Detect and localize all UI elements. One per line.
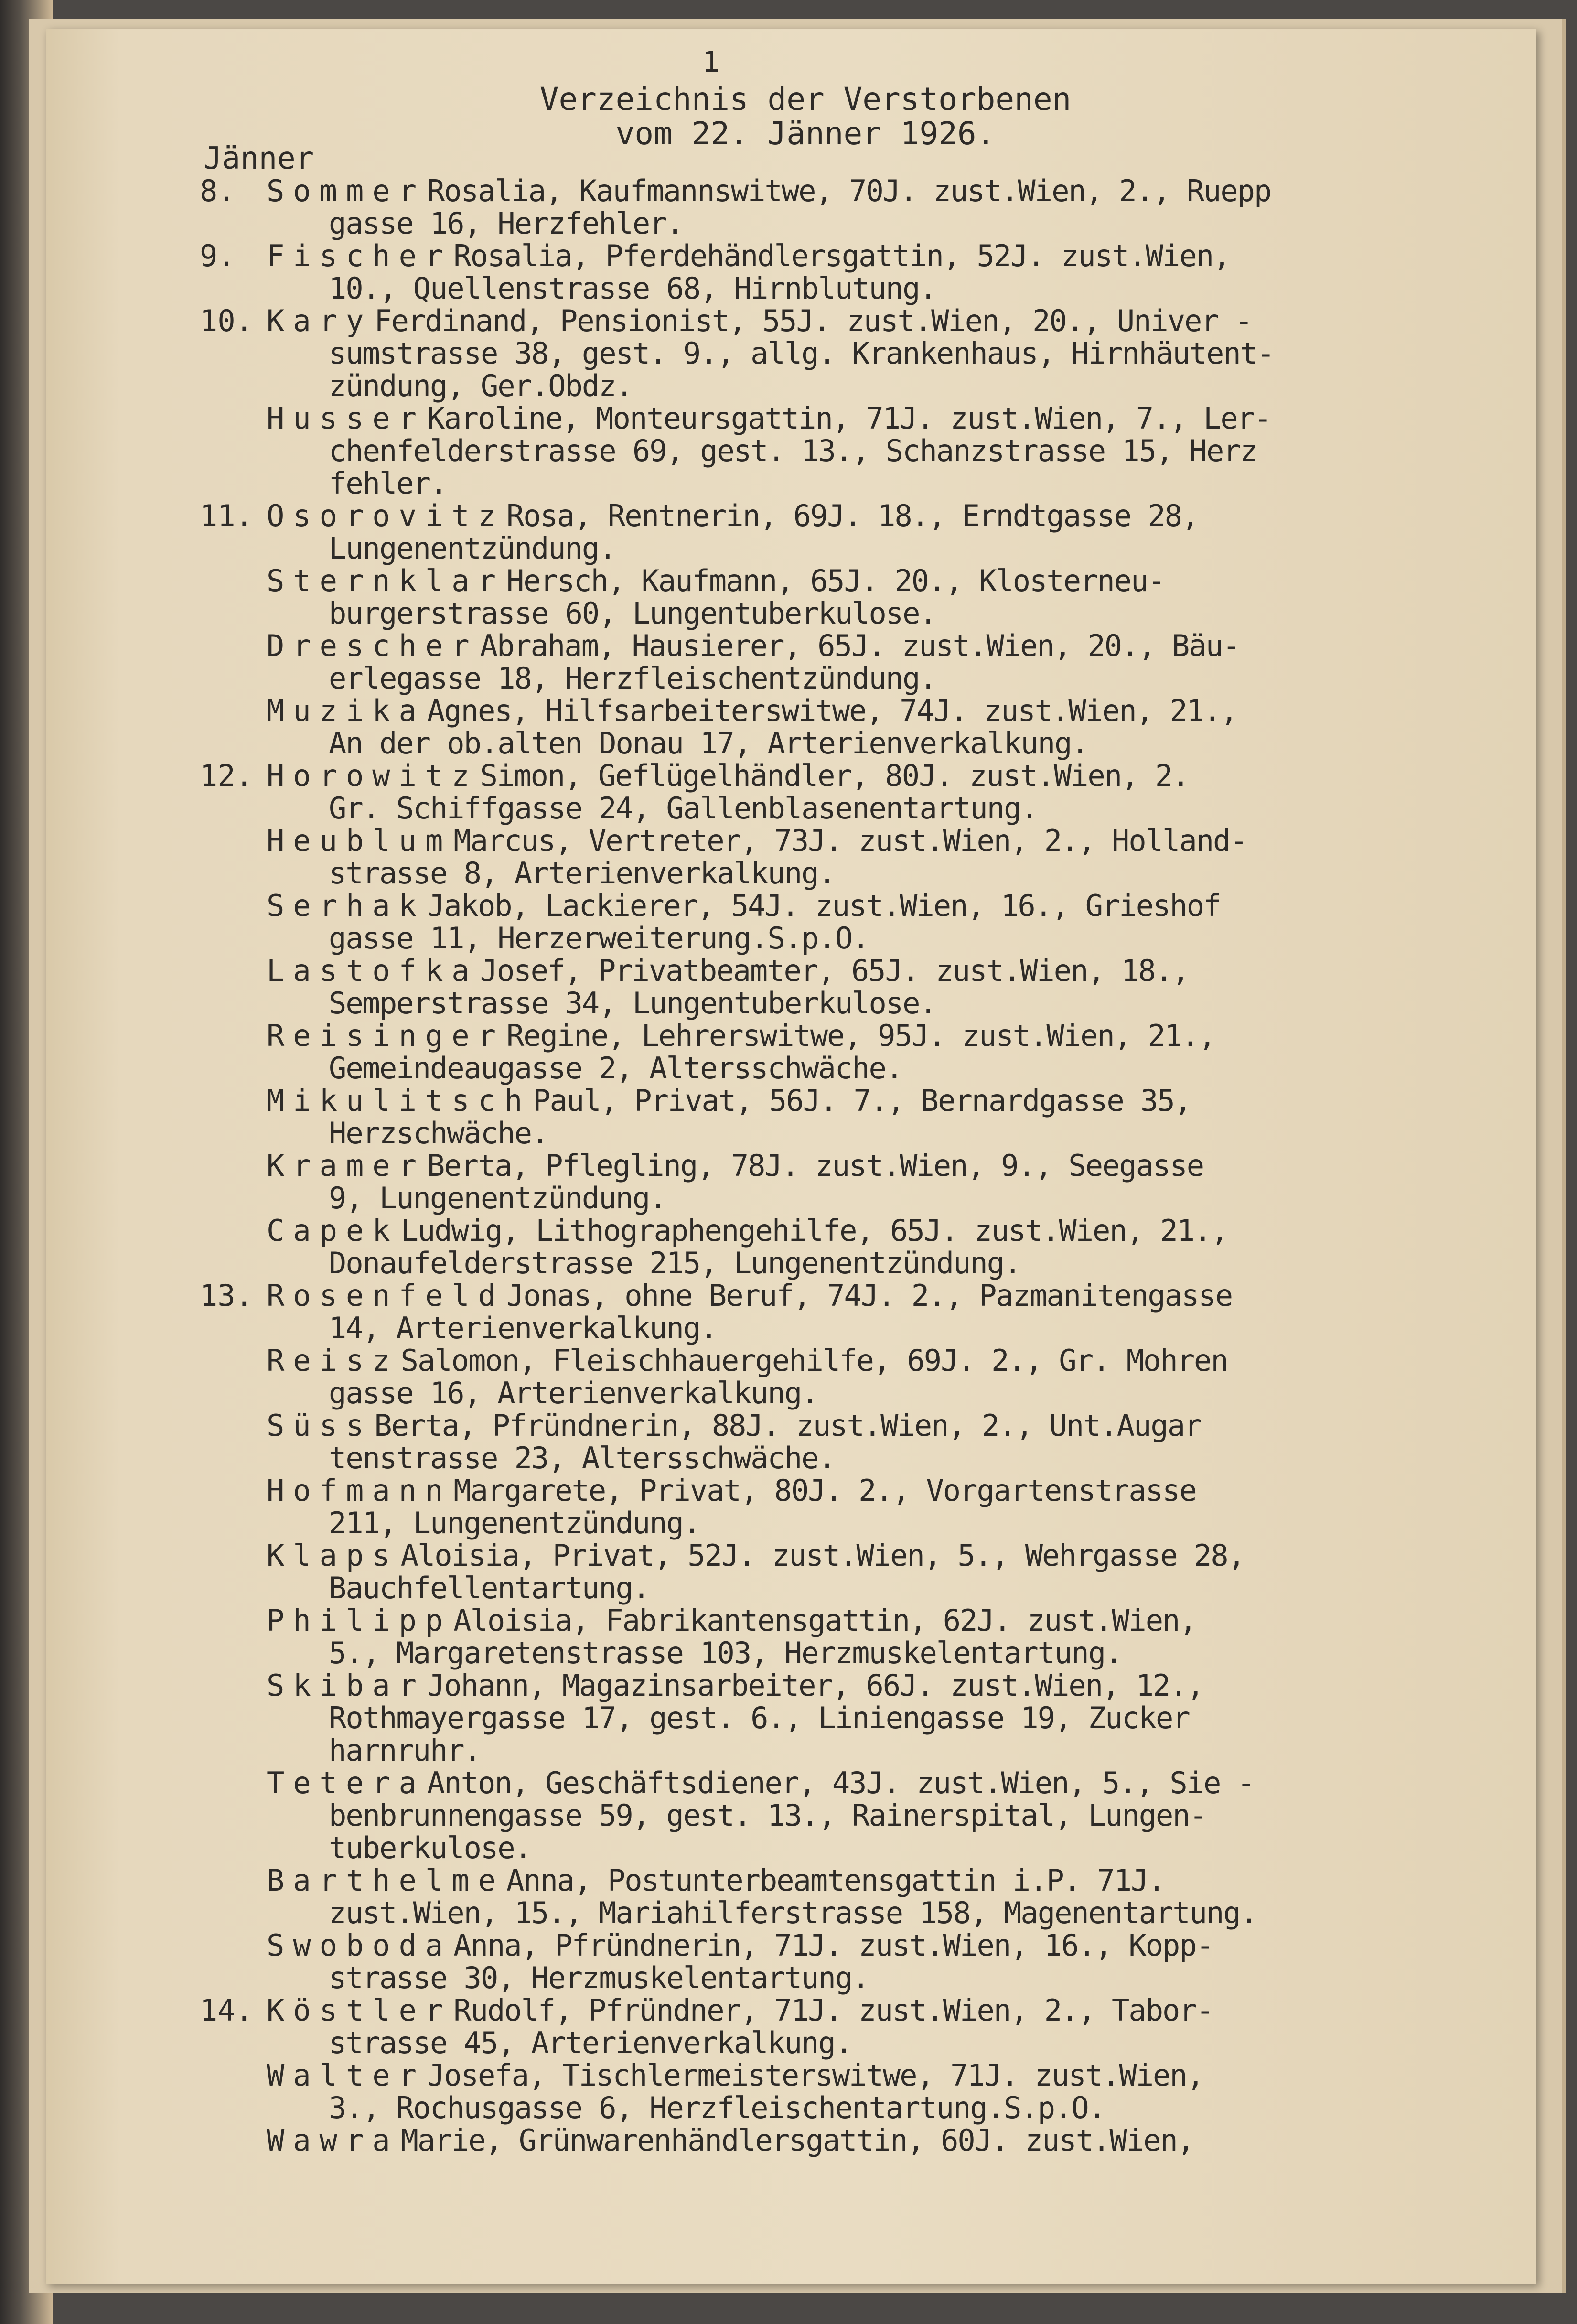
entry-surname: Wawra — [267, 2123, 399, 2158]
title-line-2: vom 22. Jänner 1926. — [615, 115, 996, 152]
entry-text: Aloisia, Privat, 52J. zust.Wien, 5., Wehrgasse 28, — [400, 1538, 1244, 1573]
entry-first-line — [200, 1669, 1518, 1702]
entry-text: Gemeindeaugasse 2, Altersschwäche. — [329, 1051, 903, 1086]
register-entry — [200, 240, 1518, 305]
entry-text: Semperstrasse 34, Lungentuberkulose. — [329, 986, 936, 1021]
register-entry — [200, 565, 1518, 630]
register-entry — [200, 1345, 1518, 1409]
entry-continuation-line — [200, 857, 1518, 890]
entry-text: erlegasse 18, Herzfleischentzündung. — [329, 661, 936, 696]
register-entry — [200, 1280, 1518, 1345]
entry-continuation-line — [200, 272, 1518, 305]
entry-text: Aloisia, Fabrikantensgattin, 62J. zust.Wien, — [453, 1603, 1196, 1638]
entry-surname: Heublum — [267, 823, 452, 858]
register-entry — [200, 1864, 1518, 1929]
entry-continuation-line — [200, 1637, 1518, 1669]
register-entry — [200, 1929, 1518, 1994]
entry-continuation-line — [200, 922, 1518, 955]
entry-continuation-line — [200, 1799, 1518, 1832]
entry-text: Donaufelderstrasse 215, Lungenentzündung. — [329, 1246, 1021, 1280]
entry-text: Lungenentzündung. — [329, 531, 616, 566]
entry-text: tuberkulose. — [329, 1830, 531, 1865]
entry-first-line — [200, 1864, 1518, 1897]
entry-text: benbrunnengasse 59, gest. 13., Rainerspital, Lungen- — [329, 1798, 1207, 1833]
entry-surname: Mikulitsch — [267, 1083, 531, 1118]
entry-surname: Barthelme — [267, 1863, 504, 1898]
entry-text: Marie, Grünwarenhändlersgattin, 60J. zust.Wien, — [400, 2123, 1194, 2158]
page-number: 1 — [702, 45, 720, 79]
entry-text: gasse 16, Herzfehler. — [329, 206, 683, 241]
entry-text: Bauchfellentartung. — [329, 1571, 650, 1605]
entry-text: Johann, Magazinsarbeiter, 66J. zust.Wien, 12., — [427, 1668, 1204, 1703]
entry-continuation-line — [200, 207, 1518, 240]
entry-text: tenstrasse 23, Altersschwäche. — [329, 1441, 835, 1475]
entry-first-line — [200, 2059, 1518, 2092]
entry-text: Rudolf, Pfründner, 71J. zust.Wien, 2., Tabor- — [453, 1993, 1213, 2028]
entry-surname: Kramer — [267, 1148, 425, 1183]
entry-first-line — [200, 1604, 1518, 1637]
entry-continuation-line — [200, 467, 1518, 500]
entry-continuation-line — [200, 1312, 1518, 1345]
entry-text: 9, Lungenentzündung. — [329, 1181, 666, 1216]
entry-surname: Capek — [267, 1213, 399, 1248]
entry-text: 14, Arterienverkalkung. — [329, 1311, 717, 1345]
entry-day: 14. — [200, 1993, 253, 2028]
entry-text: Anna, Pfründnerin, 71J. zust.Wien, 16., Kopp- — [453, 1928, 1213, 1963]
register-entry — [200, 2059, 1518, 2124]
entry-surname: Muzika — [267, 693, 425, 728]
entry-continuation-line — [200, 370, 1518, 402]
entry-surname: Klaps — [267, 1538, 399, 1573]
entry-surname: Sternklar — [267, 563, 504, 598]
entry-text: Simon, Geflügelhändler, 80J. zust.Wien, 2. — [480, 758, 1189, 793]
register-entry — [200, 2124, 1518, 2157]
entry-text: Ludwig, Lithographengehilfe, 65J. zust.Wien, 21., — [400, 1213, 1228, 1248]
entry-text: sumstrasse 38, gest. 9., allg. Krankenhaus, Hirnhäutent- — [329, 336, 1274, 371]
register-entry — [200, 305, 1518, 402]
entry-surname: Horowitz — [267, 758, 478, 793]
entry-first-line — [200, 1539, 1518, 1572]
entry-continuation-line — [200, 1507, 1518, 1539]
entry-surname: Lastofka — [267, 953, 478, 988]
entry-surname: Drescher — [267, 628, 478, 663]
register-entry — [200, 955, 1518, 1020]
entry-surname: Philipp — [267, 1603, 452, 1638]
entry-text: Marcus, Vertreter, 73J. zust.Wien, 2., Holland- — [453, 823, 1247, 858]
entry-text: Berta, Pfründnerin, 88J. zust.Wien, 2., Unt.Augar — [374, 1408, 1202, 1443]
entry-text: Gr. Schiffgasse 24, Gallenblasenentartung. — [329, 791, 1038, 826]
register-entry — [200, 825, 1518, 890]
entry-surname: Osorovitz — [267, 498, 504, 533]
entry-text: Rosalia, Pferdehändlersgattin, 52J. zust.Wien, — [453, 238, 1230, 273]
entry-first-line — [200, 1215, 1518, 1247]
entry-first-line — [200, 630, 1518, 662]
entry-text: Paul, Privat, 56J. 7., Bernardgasse 35, — [533, 1083, 1191, 1118]
entry-continuation-line — [200, 727, 1518, 760]
entry-first-line — [200, 565, 1518, 597]
entry-text: Rosalia, Kaufmannswitwe, 70J. zust.Wien, 2., Ruepp — [427, 173, 1271, 208]
entry-surname: Hofmann — [267, 1473, 452, 1508]
entry-first-line — [200, 175, 1518, 207]
entry-continuation-line — [200, 987, 1518, 1020]
entry-surname: Walter — [267, 2058, 425, 2093]
entry-first-line — [200, 1280, 1518, 1312]
entry-continuation-line — [200, 1702, 1518, 1734]
register-entry — [200, 402, 1518, 500]
entry-first-line — [200, 1345, 1518, 1377]
entry-surname: Husser — [267, 401, 425, 436]
month-heading: Jänner — [204, 141, 314, 176]
entry-continuation-line — [200, 2092, 1518, 2124]
entry-text: 211, Lungenentzündung. — [329, 1506, 700, 1540]
register-entry — [200, 1409, 1518, 1474]
register-entry — [200, 1085, 1518, 1150]
entry-text: Abraham, Hausierer, 65J. zust.Wien, 20., Bäu- — [480, 628, 1240, 663]
entry-text: Karoline, Monteursgattin, 71J. zust.Wien, 7., Ler- — [427, 401, 1271, 436]
entry-day: 9. — [200, 238, 236, 273]
entry-first-line — [200, 1085, 1518, 1117]
entry-text: Ferdinand, Pensionist, 55J. zust.Wien, 20., Univer - — [374, 303, 1252, 338]
entry-text: harnruhr. — [329, 1733, 481, 1768]
entry-text: Herzschwäche. — [329, 1116, 548, 1151]
entry-text: 3., Rochusgasse 6, Herzfleischentartung.S.p.O. — [329, 2090, 1105, 2125]
entry-text: strasse 30, Herzmuskelentartung. — [329, 1960, 869, 1995]
entry-first-line — [200, 240, 1518, 272]
entry-day: 13. — [200, 1278, 253, 1313]
entry-continuation-line — [200, 435, 1518, 467]
title-line-1: Verzeichnis der Verstorbenen — [539, 81, 1072, 118]
entry-text: zündung, Ger.Obdz. — [329, 368, 633, 403]
entry-text: burgerstrasse 60, Lungentuberkulose. — [329, 596, 936, 631]
entry-text: Josef, Privatbeamter, 65J. zust.Wien, 18., — [480, 953, 1189, 988]
entry-day: 8. — [200, 173, 236, 208]
entry-continuation-line — [200, 1247, 1518, 1280]
entry-continuation-line — [200, 532, 1518, 565]
register-entry — [200, 1215, 1518, 1280]
entry-text: Rosa, Rentnerin, 69J. 18., Erndtgasse 28, — [506, 498, 1199, 533]
entry-continuation-line — [200, 662, 1518, 695]
entry-first-line — [200, 955, 1518, 987]
entry-continuation-line — [200, 1832, 1518, 1864]
entry-first-line — [200, 1409, 1518, 1442]
entry-text: Anna, Postunterbeamtensgattin i.P. 71J. — [506, 1863, 1165, 1898]
entry-first-line — [200, 1767, 1518, 1799]
entry-text: Josefa, Tischlermeisterswitwe, 71J. zust.Wien, — [427, 2058, 1204, 2093]
entry-surname: Rosenfeld — [267, 1278, 504, 1313]
register-entry — [200, 1020, 1518, 1085]
document-title — [476, 82, 1135, 151]
entry-surname: Kary — [267, 303, 373, 338]
entry-surname: Swoboda — [267, 1928, 452, 1963]
entry-text: gasse 11, Herzerweiterung.S.p.O. — [329, 921, 869, 956]
entry-text: Jakob, Lackierer, 54J. zust.Wien, 16., Grieshof — [427, 888, 1221, 923]
entry-first-line — [200, 890, 1518, 922]
entry-text: Margarete, Privat, 80J. 2., Vorgartenstrasse — [453, 1473, 1196, 1508]
entry-text: An der ob.alten Donau 17, Arterienverkalkung. — [329, 726, 1088, 761]
entry-first-line — [200, 695, 1518, 727]
register-entry — [200, 760, 1518, 825]
entry-surname: Fischer — [267, 238, 452, 273]
entry-surname: Tetera — [267, 1765, 425, 1800]
entry-text: gasse 16, Arterienverkalkung. — [329, 1376, 818, 1410]
entry-first-line — [200, 1994, 1518, 2027]
entry-text: zust.Wien, 15., Mariahilferstrasse 158, Magenentartung. — [329, 1895, 1257, 1930]
entry-first-line — [200, 760, 1518, 792]
entry-surname: Reisinger — [267, 1018, 504, 1053]
entry-first-line — [200, 1474, 1518, 1507]
entry-first-line — [200, 1929, 1518, 1962]
entry-text: Jonas, ohne Beruf, 74J. 2., Pazmanitengasse — [506, 1278, 1233, 1313]
entry-continuation-line — [200, 597, 1518, 630]
entry-surname: Skibar — [267, 1668, 425, 1703]
entry-day: 10. — [200, 303, 253, 338]
entry-continuation-line — [200, 1442, 1518, 1474]
entry-first-line — [200, 1150, 1518, 1182]
entry-surname: Süss — [267, 1408, 373, 1443]
entry-continuation-line — [200, 1377, 1518, 1409]
entry-text: Rothmayergasse 17, gest. 6., Liniengasse 19, Zucker — [329, 1700, 1190, 1735]
entry-surname: Sommer — [267, 173, 425, 208]
register-entry — [200, 695, 1518, 760]
entry-continuation-line — [200, 1572, 1518, 1604]
register-entry — [200, 1474, 1518, 1539]
register-entry — [200, 1767, 1518, 1864]
entry-surname: Reisz — [267, 1343, 399, 1378]
entry-continuation-line — [200, 1182, 1518, 1215]
entry-first-line — [200, 402, 1518, 435]
entry-continuation-line — [200, 1897, 1518, 1929]
entry-text: Berta, Pflegling, 78J. zust.Wien, 9., Seegasse — [427, 1148, 1204, 1183]
entry-text: 5., Margaretenstrasse 103, Herzmuskelentartung. — [329, 1635, 1122, 1670]
entry-text: fehler. — [329, 466, 447, 501]
entry-first-line — [200, 2124, 1518, 2157]
entry-text: Agnes, Hilfsarbeiterswitwe, 74J. zust.Wien, 21., — [427, 693, 1237, 728]
entry-surname: Serhak — [267, 888, 425, 923]
entry-text: strasse 45, Arterienverkalkung. — [329, 2025, 852, 2060]
entry-continuation-line — [200, 1117, 1518, 1150]
register-entry — [200, 1604, 1518, 1669]
entry-text: strasse 8, Arterienverkalkung. — [329, 856, 835, 891]
document-page — [46, 29, 1536, 2284]
register-entry — [200, 1150, 1518, 1215]
entry-text: Salomon, Fleischhauergehilfe, 69J. 2., Gr. Mohren — [400, 1343, 1228, 1378]
register-entry — [200, 1994, 1518, 2059]
register-entry — [200, 1669, 1518, 1767]
entry-first-line — [200, 1020, 1518, 1052]
entry-day: 11. — [200, 498, 253, 533]
entry-continuation-line — [200, 2027, 1518, 2059]
death-register-list — [200, 175, 1518, 2157]
entry-continuation-line — [200, 1962, 1518, 1994]
entry-text: Hersch, Kaufmann, 65J. 20., Klosterneu- — [506, 563, 1165, 598]
entry-first-line — [200, 825, 1518, 857]
register-entry — [200, 1539, 1518, 1604]
entry-surname: Köstler — [267, 1993, 452, 2028]
register-entry — [200, 175, 1518, 240]
entry-text: Anton, Geschäftsdiener, 43J. zust.Wien, 5., Sie - — [427, 1765, 1254, 1800]
entry-continuation-line — [200, 337, 1518, 370]
entry-text: chenfelderstrasse 69, gest. 13., Schanzstrasse 15, Herz — [329, 433, 1257, 468]
register-entry — [200, 890, 1518, 955]
entry-first-line — [200, 500, 1518, 532]
entry-continuation-line — [200, 1734, 1518, 1767]
entry-continuation-line — [200, 792, 1518, 825]
register-entry — [200, 630, 1518, 695]
entry-text: 10., Quellenstrasse 68, Hirnblutung. — [329, 271, 936, 306]
entry-text: Regine, Lehrerswitwe, 95J. zust.Wien, 21., — [506, 1018, 1215, 1053]
entry-day: 12. — [200, 758, 253, 793]
entry-continuation-line — [200, 1052, 1518, 1085]
entry-first-line — [200, 305, 1518, 337]
register-entry — [200, 500, 1518, 565]
